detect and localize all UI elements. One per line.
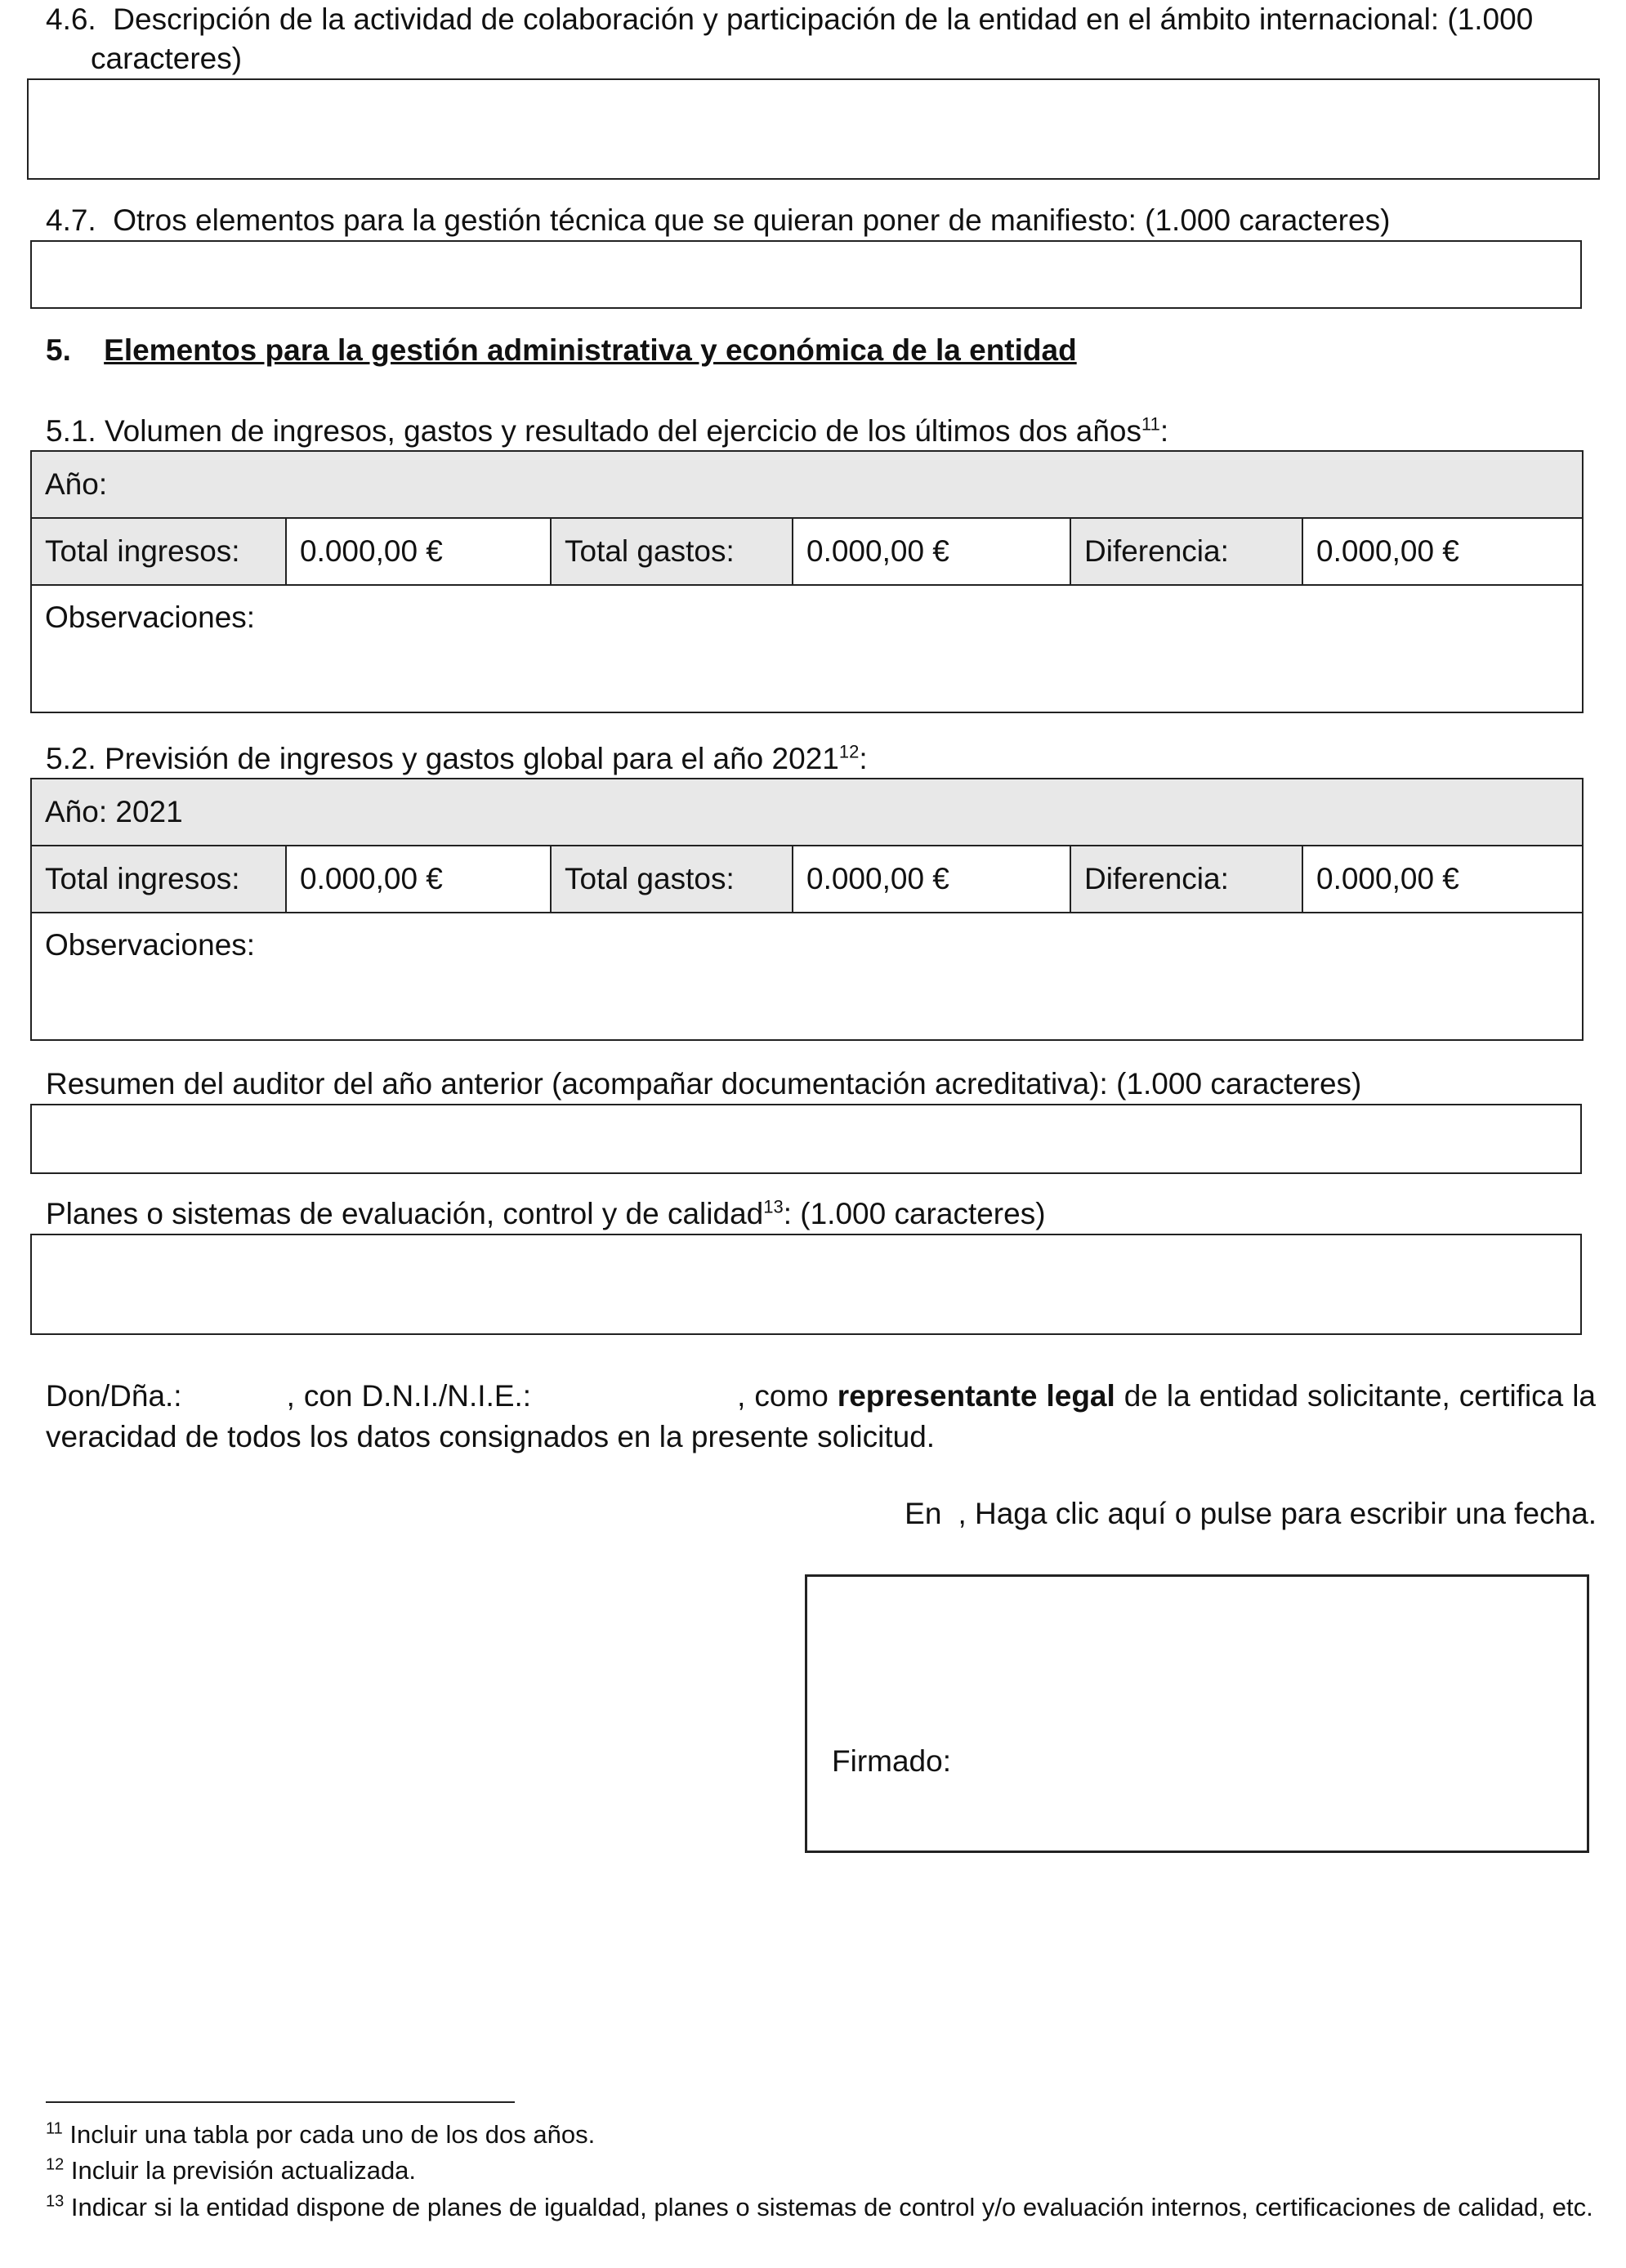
section-5-heading <box>46 331 1077 370</box>
footnote-ref: 13 <box>763 1196 784 1217</box>
section-text: 5.2. Previsión de ingresos y gastos global para el año 2021 <box>46 742 839 775</box>
difference-value[interactable]: 0.000,00 € <box>1302 846 1583 913</box>
section-text: Planes o sistemas de evaluación, control y de calidad <box>46 1197 764 1230</box>
total-expenses-value[interactable]: 0.000,00 € <box>793 846 1070 913</box>
section-text: Descripción de la actividad de colaboración y participación de la entidad en el ámbito internacional: (1.000 <box>113 2 1534 36</box>
section-number: 4.7. <box>46 203 96 237</box>
footnote-number: 12 <box>46 2155 65 2174</box>
section-4-6-heading-cont: caracteres) <box>91 42 243 75</box>
difference-label: Diferencia: <box>1070 518 1302 585</box>
quality-plans-label <box>46 1194 1046 1234</box>
auditor-summary-label: Resumen del auditor del año anterior (acompañar documentación acreditativa): (1.000 caracteres) <box>46 1067 1362 1101</box>
year-field[interactable]: Año: <box>31 451 1583 518</box>
footnote-text: Incluir la previsión actualizada. <box>70 2156 417 2185</box>
footnote-ref: 11 <box>1141 413 1160 435</box>
footnote-separator <box>46 2101 515 2103</box>
quality-plans-input[interactable] <box>30 1234 1582 1335</box>
difference-value[interactable]: 0.000,00 € <box>1302 518 1583 585</box>
footnote-text: Indicar si la entidad dispone de planes de igualdad, planes o sistemas de control y/o evaluación internos, certificaciones de calidad, etc. <box>70 2193 1593 2221</box>
footnote-text: Incluir una tabla por cada uno de los dos años. <box>69 2120 596 2149</box>
section-suffix: : <box>859 742 868 775</box>
footnote-13 <box>46 2190 1596 2226</box>
certification-rest: de la entidad solicitante, certifica la veracidad de todos los datos consignados en la presente solicitud. <box>46 1379 1597 1453</box>
footnote-number: 11 <box>46 2119 63 2138</box>
total-income-value[interactable]: 0.000,00 € <box>286 846 551 913</box>
signed-label: Firmado: <box>832 1744 951 1778</box>
income-expenses-table-past <box>30 450 1584 713</box>
section-4-7-heading <box>46 201 1390 240</box>
total-income-label: Total ingresos: <box>31 518 286 585</box>
total-expenses-label: Total gastos: <box>551 846 793 913</box>
section-title: Elementos para la gestión administrativa y económica de la entidad <box>104 333 1077 367</box>
section-4-6-heading <box>46 0 1533 39</box>
total-expenses-value[interactable]: 0.000,00 € <box>793 518 1070 585</box>
international-activity-input[interactable] <box>27 78 1600 180</box>
income-expenses-table-forecast <box>30 778 1584 1041</box>
don-label: Don/Dña.: <box>46 1379 182 1413</box>
year-field[interactable]: Año: 2021 <box>31 779 1583 846</box>
certification-text <box>46 1376 1596 1458</box>
section-text: 5.1. Volumen de ingresos, gastos y resultado del ejercicio de los últimos dos años <box>46 414 1141 448</box>
technical-management-input[interactable] <box>30 240 1582 309</box>
dni-label: , con D.N.I./N.I.E.: <box>286 1379 532 1413</box>
footnote-11 <box>46 2117 1596 2153</box>
difference-label: Diferencia: <box>1070 846 1302 913</box>
footnote-number: 13 <box>46 2192 65 2211</box>
total-expenses-label: Total gastos: <box>551 518 793 585</box>
observations-field[interactable]: Observaciones: <box>31 913 1583 1040</box>
como-text: , como <box>737 1379 829 1413</box>
place-date-line <box>905 1494 1597 1534</box>
legal-representative: representante legal <box>837 1379 1115 1413</box>
section-number: 4.6. <box>46 2 96 36</box>
footnote-ref: 12 <box>838 741 860 762</box>
signature-box[interactable] <box>805 1574 1589 1853</box>
section-suffix: : <box>1159 414 1169 448</box>
section-5-2-heading <box>46 739 868 779</box>
footnote-12 <box>46 2153 1596 2189</box>
total-income-value[interactable]: 0.000,00 € <box>286 518 551 585</box>
section-text: Otros elementos para la gestión técnica que se quieran poner de manifiesto: (1.000 caracteres) <box>113 203 1391 237</box>
date-picker[interactable]: , Haga clic aquí o pulse para escribir una fecha. <box>958 1497 1597 1530</box>
section-5-1-heading <box>46 412 1168 451</box>
total-income-label: Total ingresos: <box>31 846 286 913</box>
auditor-summary-input[interactable] <box>30 1104 1582 1174</box>
section-number: 5. <box>46 333 71 367</box>
observations-field[interactable]: Observaciones: <box>31 585 1583 712</box>
en-label: En <box>905 1497 942 1530</box>
section-suffix: : (1.000 caracteres) <box>783 1197 1046 1230</box>
